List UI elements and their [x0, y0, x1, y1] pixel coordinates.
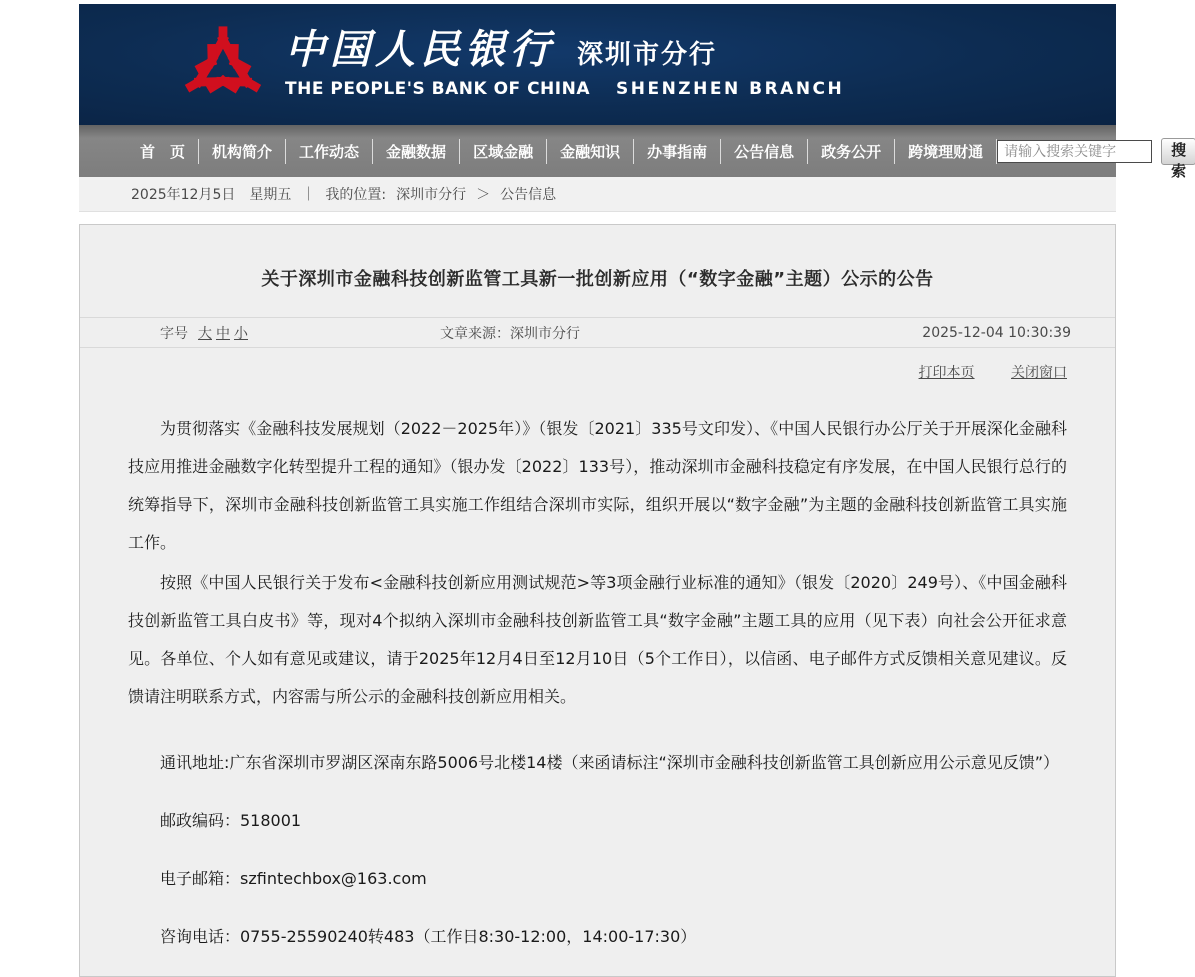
- contact-line: 通讯地址:广东省深圳市罗湖区深南东路5006号北楼14楼（来函请标注“深圳市金融科技创新监管工具创新应用公示意见反馈”）: [160, 753, 1060, 772]
- site-header: [79, 4, 1116, 125]
- article-paragraph: 按照《中国人民银行关于发布<金融科技创新应用测试规范>等3项金融行业标准的通知》（银发〔2020〕249号）、《中国金融科技创新监管工具白皮书》等，现对4个拟纳入深圳市金融科技创新监管工具“数字金融”主题工具的应用（见下表）向社会公开征求意见。各单位、个人如有意见或建议，请于2025年12月4日至12月10日（5个工作日），以信函、电子邮件方式反馈相关意见建议。反馈请注明联系方式，内容需与所公示的金融科技创新应用相关。: [128, 573, 1067, 706]
- article-body: [80, 382, 1115, 716]
- bank-name-cn: 中国人民银行: [285, 26, 555, 73]
- breadcrumb-section-link[interactable]: 公告信息: [500, 187, 557, 203]
- pboc-logo-icon: [181, 22, 265, 108]
- location-label: 我的位置:: [325, 187, 387, 203]
- header-branding: [79, 22, 844, 108]
- article-meta-bar: [80, 317, 1115, 348]
- font-size-links: [198, 323, 252, 343]
- nav-item[interactable]: 办事指南: [634, 139, 721, 164]
- font-size-label: 字号: [160, 325, 188, 342]
- nav-item[interactable]: 金融数据: [373, 139, 460, 164]
- breadcrumb-separator: ｜: [301, 187, 316, 203]
- font-size-controls: [80, 323, 440, 343]
- print-page-link[interactable]: 打印本页: [918, 365, 975, 381]
- font-size-link[interactable]: 中: [216, 325, 230, 342]
- nav-item[interactable]: 区域金融: [460, 139, 547, 164]
- contact-line: 电子邮箱：szfintechbox@163.com: [160, 869, 427, 888]
- search-button[interactable]: 搜索: [1161, 138, 1195, 165]
- branch-name-en: SHENZHEN BRANCH: [615, 79, 845, 99]
- search-input[interactable]: [997, 140, 1152, 163]
- nav-item[interactable]: 跨境理财通: [895, 139, 997, 164]
- breadcrumb-site-link[interactable]: 深圳市分行: [396, 187, 467, 203]
- article-paragraph: 为贯彻落实《金融科技发展规划（2022－2025年）》（银发〔2021〕335号文印发）、《中国人民银行办公厅关于开展深化金融科技应用推进金融数字化转型提升工程的通知》（银办发〔2022〕133号），推动深圳市金融科技稳定有序发展，在中国人民银行总行的统筹指导下，深圳市金融科技创新监管工具实施工作组结合深圳市实际，组织开展以“数字金融”为主题的金融科技创新监管工具实施工作。: [128, 419, 1067, 552]
- nav-item[interactable]: 工作动态: [286, 139, 373, 164]
- page: [79, 4, 1187, 977]
- search-area: [997, 109, 1195, 193]
- bank-name-en: THE PEOPLE'S BANK OF CHINA: [285, 79, 590, 99]
- current-date: 2025年12月5日 星期五: [131, 187, 292, 203]
- article-datetime: 2025-12-04 10:30:39: [922, 324, 1071, 341]
- source-label: 文章来源：: [440, 325, 510, 342]
- nav-item[interactable]: 首 页: [127, 139, 199, 164]
- font-size-link[interactable]: 大: [198, 325, 212, 342]
- article-contacts: [80, 718, 1115, 956]
- contact-line: 邮政编码：518001: [160, 811, 302, 830]
- brand-text-block: [285, 26, 845, 99]
- nav-item[interactable]: 政务公开: [808, 139, 895, 164]
- branch-name-cn: 深圳市分行: [577, 40, 718, 70]
- nav-item[interactable]: 机构简介: [199, 139, 286, 164]
- nav-item[interactable]: 公告信息: [721, 139, 808, 164]
- close-window-link[interactable]: 关闭窗口: [1011, 365, 1067, 381]
- source-value: 深圳市分行: [510, 325, 580, 342]
- breadcrumb: [79, 177, 1116, 212]
- breadcrumb-arrow: ＞: [476, 187, 491, 203]
- main-nav: [79, 125, 1187, 180]
- contact-line: 咨询电话：0755-25590240转483（工作日8:30-12:00，14:00-17:30）: [160, 927, 697, 946]
- font-size-link[interactable]: 小: [234, 325, 248, 342]
- article-title: 关于深圳市金融科技创新监管工具新一批创新应用（“数字金融”主题）公示的公告: [261, 269, 934, 290]
- article-source: [440, 323, 922, 343]
- article-container: [79, 224, 1116, 977]
- nav-item[interactable]: 金融知识: [547, 139, 634, 164]
- article-actions: [80, 348, 1115, 382]
- nav-menu: [127, 139, 997, 164]
